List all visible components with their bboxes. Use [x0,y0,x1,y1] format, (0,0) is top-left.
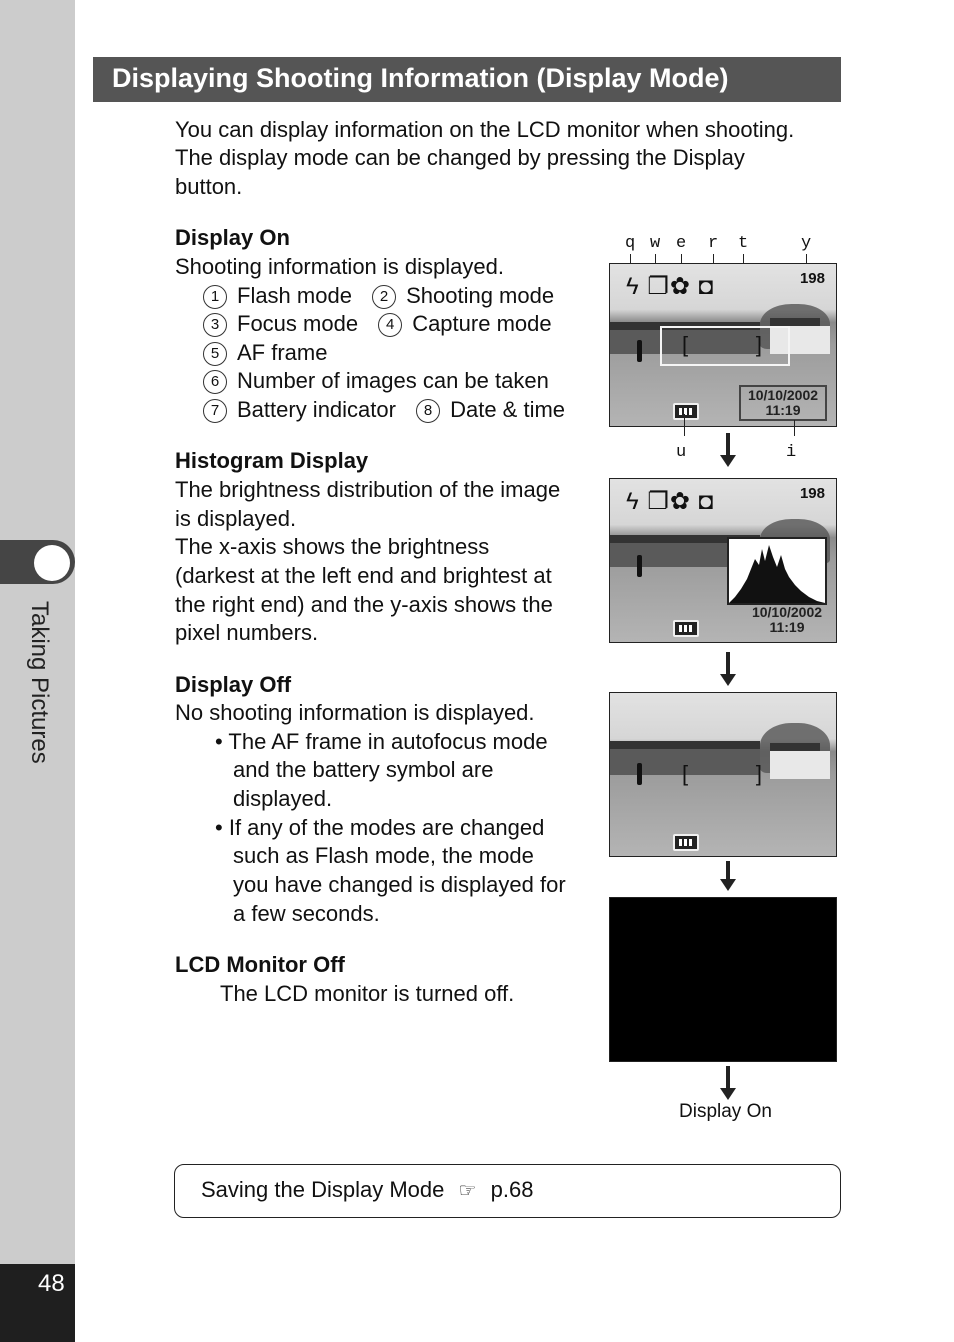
histogram-shape [729,539,825,603]
display-off-heading: Display Off [175,672,292,697]
af-frame: [ ] [682,761,762,786]
bullet-text: The AF frame in autofocus mode [228,729,548,754]
number-badge: 7 [203,399,227,423]
callout-label: w [650,234,661,253]
histogram-graph [727,537,827,605]
histogram-line: the right end) and the y-axis shows the [175,592,553,617]
bullet-text: and the battery symbol are [233,757,494,782]
bullet-text: displayed. [233,786,333,811]
number-badge: 2 [372,285,396,309]
legend-row [203,282,554,311]
bullet-item: • If any of the modes are changed [215,815,545,840]
date: 10/10/2002 [747,387,819,403]
callout-leader [684,414,685,436]
number-badge: 8 [416,399,440,423]
histogram-line: The x-axis shows the brightness [175,534,490,559]
histogram-line: (darkest at the left end and brightest at [175,563,552,588]
battery-icon [673,834,699,851]
date-time [747,605,827,635]
pointing-hand-icon: ☞ [458,1180,477,1202]
legend-row [203,310,552,339]
number-badge: 6 [203,370,227,394]
legend-label: Flash mode [237,283,352,308]
arrow-down-icon [726,652,730,676]
legend-label: Focus mode [237,311,359,336]
intro-line: You can display information on the LCD monitor when shooting. [175,117,795,142]
lcd-screen-off [609,897,837,1062]
histogram-line: pixel numbers. [175,620,319,645]
intro-line: button. [175,174,243,199]
legend-label: Date & time [450,397,566,422]
callout-label: i [786,443,797,462]
cycle-end-label: Display On [679,1101,772,1122]
section-title: Displaying Shooting Information (Display Mode) [112,63,729,93]
legend-label: Battery indicator [237,397,396,422]
number-badge: 3 [203,313,227,337]
callout-label: e [676,234,687,253]
legend-label: Shooting mode [406,283,555,308]
bullet-text: a few seconds. [233,901,380,926]
date-time [739,385,827,421]
arrow-down-icon [726,1066,730,1090]
lcd-off-desc: The LCD monitor is turned off. [220,981,515,1006]
legend-label: AF frame [237,340,328,365]
chapter-dot-icon [34,545,70,581]
lcd-screen-display-on [609,263,837,427]
lcd-off-heading: LCD Monitor Off [175,952,345,977]
legend-row [203,396,565,425]
chapter-label: Taking Pictures [26,601,53,764]
note-text: Saving the Display Mode [201,1177,445,1202]
af-frame: [ ] [682,332,762,357]
callout-label: u [676,443,687,462]
arrow-down-icon [726,433,730,457]
intro-line: The display mode can be changed by pressing the Display [175,145,745,170]
histogram-line: The brightness distribution of the image [175,477,561,502]
callout-label: r [708,234,719,253]
display-on-heading: Display On [175,225,290,250]
bullet-text: you have changed is displayed for [233,872,566,897]
bullet-text: such as Flash mode, the mode [233,843,534,868]
battery-icon [673,403,699,420]
page-number: 48 [38,1270,65,1297]
callout-label: t [738,234,749,253]
mode-icons: ϟ ❐✿ ◘ [626,488,715,515]
histogram-line: is displayed. [175,506,297,531]
reference-note [201,1177,533,1203]
number-badge: 4 [378,313,402,337]
page-link[interactable]: p.68 [490,1177,534,1202]
date: 10/10/2002 [751,604,823,620]
legend-label: Number of images can be taken [237,368,549,393]
number-badge: 5 [203,342,227,366]
image-count: 198 [799,485,825,502]
bullet-item: • The AF frame in autofocus mode [215,729,548,754]
display-on-desc: Shooting information is displayed. [175,254,504,279]
histogram-heading: Histogram Display [175,448,369,473]
number-badge: 1 [203,285,227,309]
battery-icon [673,620,699,637]
legend-label: Capture mode [412,311,552,336]
lcd-screen-histogram [609,478,837,643]
lcd-screen-display-off [609,692,837,857]
time: 11:19 [769,619,805,635]
mode-icons: ϟ ❐✿ ◘ [626,273,715,300]
bullet-text: If any of the modes are changed [228,815,545,840]
legend-row [203,339,327,368]
callout-leader [794,420,795,436]
arrow-down-icon [726,861,730,881]
callout-label: q [625,234,636,253]
time: 11:19 [765,402,801,418]
image-count: 198 [799,270,825,287]
display-off-desc: No shooting information is displayed. [175,700,535,725]
legend-row [203,367,549,396]
callout-label: y [801,234,812,253]
